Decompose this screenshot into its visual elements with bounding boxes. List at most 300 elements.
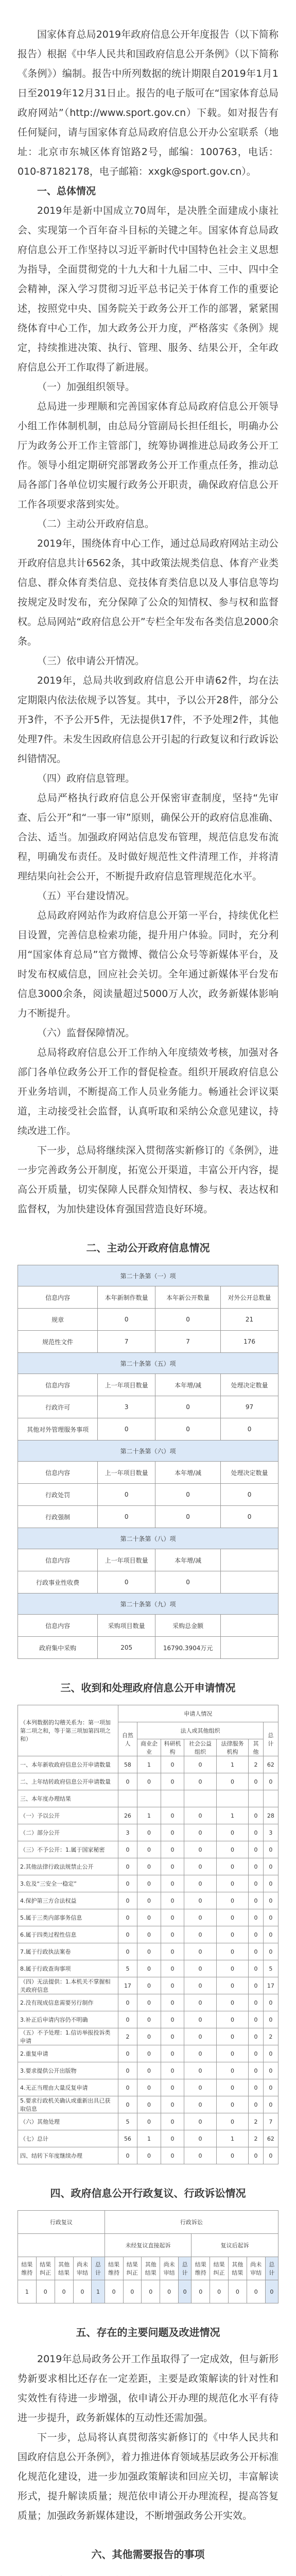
- table-cell: 1: [216, 2130, 249, 2147]
- table-cell: 信息内容: [18, 1374, 98, 1396]
- table-header-row: [18, 2234, 278, 2257]
- table-cell: 3: [263, 1824, 278, 1841]
- table-cell: 205: [98, 1637, 155, 1659]
- table-cell: 0: [216, 1841, 249, 1858]
- table-cell: 0: [249, 1773, 264, 1790]
- table-cell: 0: [137, 1841, 161, 1858]
- table-header-cell: 其他: [249, 1739, 264, 1756]
- table-cell: 0: [137, 1960, 161, 1977]
- table-cell: 0: [137, 1994, 161, 2011]
- table-header-cell: 结果纠正: [123, 2257, 142, 2280]
- table-cell: 1: [137, 1807, 161, 1824]
- table-cell: 0: [263, 1926, 278, 1943]
- table-header-cell: 商业企业: [137, 1739, 161, 1756]
- row-label-cell: 3.补正后申请内容仍不明确: [18, 2011, 118, 2028]
- section-1-paragraph: 2019年是新中国成立70周年，是决胜全面建成小康社会、实现第一个百年奋斗目标的关键之年。国家体育总局政府信息公开工作坚持以习近平新时代中国特色社会主义思想为指导，全面贯彻党的十九大和十九届二中、三中、四中全会精神，深入学习贯彻习近平总书记关于体育工作的重要论述，按照党中央、国务院关于政务公开工作的部署，紧紧围绕体育中心工作，加大政务公开力度，严格落实《条例》规定，持续推进决策、执行、管理、服务、结果公开，全年政府信息公开工作取得了新进展。: [18, 205, 278, 373]
- table-cell: 0: [118, 2096, 137, 2113]
- table-cell: 0: [161, 1841, 184, 1858]
- table-header-cell: 总计: [265, 2257, 278, 2280]
- table-group-header: 第二十条第（八）项: [18, 1528, 278, 1549]
- section-1-paragraph: 总局进一步理顺和完善国家体育总局政府信息公开领导小组工作体制机制，由总局分管副局长担任组长，明确办公厅为政务公开工作主管部门，统筹协调推进总局政务公开工作。领导小组定期研究部署政务公开工作重点任务，推动总局各部门各单位切实履行政务公开职责，确保政府信息公开工作各项要求落到实处。: [18, 401, 278, 510]
- table-cell: 信息内容: [18, 1615, 98, 1637]
- table-row: [18, 1926, 278, 1943]
- table-cell: 信息内容: [18, 1286, 98, 1309]
- table-cell: 0: [118, 1926, 137, 1943]
- table-cell: 0: [249, 2045, 264, 2062]
- subsection-title: （三）依申请公开情况。: [37, 655, 145, 667]
- table-cell: 7: [155, 1331, 221, 1353]
- table-group-header: 第二十条第（六）项: [18, 1440, 278, 1462]
- table-cell: 0: [36, 2280, 55, 2303]
- table-cell: 0: [210, 2280, 229, 2303]
- row-label-cell: 2.没有现成信息需要另行制作: [18, 1994, 118, 2011]
- table-cell: 0: [98, 1571, 155, 1594]
- table-cell: 0: [155, 1571, 221, 1594]
- table-cell: 行政事业性收费: [18, 1571, 98, 1594]
- table-cell: [137, 1790, 161, 1807]
- table-cell: 0: [184, 2028, 217, 2045]
- table-cell: 0: [216, 1977, 249, 1994]
- table-cell: 0: [249, 1858, 264, 1875]
- table-cell: 0: [184, 1892, 217, 1909]
- table-cell: 0: [142, 2280, 160, 2303]
- section-1-paragraph: 总局政府网站作为政府信息公开第一平台，持续优化栏目设置，完善信息检索功能，提升用户体验。同时，充分利用“国家体育总局”官方微博、微信公众号等新媒体平台，及时发布权威信息，回应社会关切。全年通过新媒体平台发布信息3000余条，阅读量超过5000万人次，政务新媒体影响力不断提升。: [18, 910, 278, 1019]
- table-group-header: 第二十条第（一）项: [18, 1265, 278, 1286]
- table-cell: 26: [118, 1807, 137, 1824]
- table-row: [18, 2045, 278, 2062]
- table-cell: 0: [216, 1875, 249, 1892]
- table-cell: 0: [184, 2079, 217, 2096]
- table-header-cell: 其他结果: [55, 2257, 73, 2280]
- table-cell: 0: [184, 1909, 217, 1926]
- row-label-cell: （三）不予公开：1.属于国家秘密: [18, 1841, 118, 1858]
- table-cell: 0: [161, 1892, 184, 1909]
- row-label-cell: 二、上年结转政府信息公开申请数量: [18, 1773, 118, 1790]
- table-cell: 0: [137, 2147, 161, 2164]
- table-cell: 5: [263, 1960, 278, 1977]
- table-header-row: [18, 1549, 278, 1571]
- table-header-row: [18, 1705, 278, 1722]
- table-header-cell: 复议后起诉: [191, 2234, 278, 2257]
- table-cell: 上一年项目数量: [98, 1374, 155, 1396]
- table-row: [18, 1331, 278, 1353]
- table-cell: 0: [105, 2280, 123, 2303]
- table-cell: 0: [123, 2280, 142, 2303]
- table-cell: 0: [216, 2045, 249, 2062]
- section-6-title: 六、其他需要报告的事项: [91, 2548, 205, 2561]
- table-cell: 3: [118, 1824, 137, 1841]
- table-row: [18, 1977, 278, 1994]
- table-row: [18, 1960, 278, 1977]
- table-cell: 97: [221, 1396, 278, 1418]
- table-cell: 0: [216, 1892, 249, 1909]
- table-header-cell: 结果维持: [191, 2257, 210, 2280]
- table-header-cell: 总计: [179, 2257, 191, 2280]
- table-row: [18, 2096, 278, 2113]
- table-cell: 0: [263, 2011, 278, 2028]
- table-cell: 0: [137, 2028, 161, 2045]
- table-cell: 0: [98, 1506, 155, 1528]
- table-cell: 0: [161, 2113, 184, 2130]
- table-cell: 0: [249, 1960, 264, 1977]
- table-cell: [263, 1790, 278, 1807]
- table-cell: 2: [118, 2028, 137, 2045]
- table-cell: 0: [155, 1506, 221, 1528]
- table-cell: 处理决定数量: [221, 1374, 278, 1396]
- table-row: [18, 1824, 278, 1841]
- table-cell: 0: [161, 2045, 184, 2062]
- table-cell: 0: [249, 1841, 264, 1858]
- table-cell: 0: [249, 2011, 264, 2028]
- table-cell: 0: [137, 2113, 161, 2130]
- table-cell: 0: [161, 1773, 184, 1790]
- table-cell: 0: [184, 1858, 217, 1875]
- table-cell: 0: [249, 1892, 264, 1909]
- table-cell: 16790.3904万元: [155, 1637, 221, 1659]
- table-cell: 0: [118, 2147, 137, 2164]
- table-cell: 0: [184, 2130, 217, 2147]
- table-header-cell: 未经复议直接起诉: [105, 2234, 191, 2257]
- table-row: [18, 1943, 278, 1960]
- table-cell: 0: [216, 2062, 249, 2079]
- table-cell: [221, 1549, 278, 1571]
- table-row: [18, 1841, 278, 1858]
- table-cell: 5: [118, 1960, 137, 1977]
- table-cell: 0: [161, 2011, 184, 2028]
- row-label-cell: （二）部分公开: [18, 1824, 118, 1841]
- table-cell: [221, 1615, 278, 1637]
- table-cell: 0: [161, 1807, 184, 1824]
- table-cell: 0: [263, 1841, 278, 1858]
- table-cell: 0: [184, 2011, 217, 2028]
- table-cell: 0: [137, 1858, 161, 1875]
- table-cell: 0: [216, 1960, 249, 1977]
- table-cell: 0: [184, 2113, 217, 2130]
- table-cell: 行政强制: [18, 1506, 98, 1528]
- row-label-cell: 2.重复申请: [18, 2045, 118, 2062]
- table-cell: 0: [263, 2096, 278, 2113]
- table-cell: 0: [263, 1892, 278, 1909]
- section-1-paragraph: 2019年，总局共收到政府信息公开申请62件，均在法定期限内依法依规予以答复。其中，予以公开28件，部分公开3件，不予公开5件，无法提供17件，不予处理2件，其他处理7件。未发生因政府信息公开引起的行政复议和行政诉讼纠错情况。: [18, 675, 278, 765]
- table-cell: 0: [161, 1977, 184, 1994]
- table-cell: 0: [184, 1841, 217, 1858]
- table-cell: 0: [184, 1977, 217, 1994]
- table-cell: 5: [118, 2113, 137, 2130]
- table-cell: [118, 1790, 137, 1807]
- table-header-cell: 法人或其他组织: [137, 1722, 264, 1739]
- section-1-paragraph: 2019年，围绕体育中心工作，通过总局政府网站主动公开政府信息共计6562条，其中政策法规类信息、体育产业类信息、群众体育类信息、竞技体育类信息以及人事信息等均按规定及时发布，充分保障了公众的知情权、参与权和监督权。总局网站“政府信息公开”专栏全年发布各类信息2000余条。: [18, 538, 278, 647]
- table-cell: 0: [137, 2096, 161, 2113]
- table-cell: 0: [221, 1484, 278, 1506]
- table-header-cell: 尚未审结: [160, 2257, 179, 2280]
- table-cell: 0: [161, 1824, 184, 1841]
- table-cell: 58: [118, 1756, 137, 1773]
- table-cell: 0: [184, 2062, 217, 2079]
- table-cell: 0: [118, 1892, 137, 1909]
- row-label-cell: （五）不予处理：1.信访举报投诉类申请: [18, 2028, 118, 2045]
- table-row: [18, 1858, 278, 1875]
- table-cell: 0: [118, 1909, 137, 1926]
- table-cell: 0: [249, 1943, 264, 1960]
- table-row: [18, 1637, 278, 1659]
- table-header-row: [18, 1374, 278, 1396]
- application-handling-table: [18, 1705, 278, 2164]
- table-cell: 0: [137, 1892, 161, 1909]
- table-cell: 0: [155, 1418, 221, 1440]
- table-cell: 0: [118, 2011, 137, 2028]
- table-row: [18, 1773, 278, 1790]
- table-cell: 采购总金额: [155, 1615, 221, 1637]
- table-cell: 0: [216, 1773, 249, 1790]
- table-cell: 62: [263, 1756, 278, 1773]
- table-cell: 规章: [18, 1309, 98, 1331]
- table-cell: 0: [137, 2045, 161, 2062]
- section-2-title: 二、主动公开政府信息情况: [86, 1242, 210, 1254]
- subsection-title: （四）政府信息管理。: [37, 773, 135, 784]
- table-cell: 0: [161, 1756, 184, 1773]
- section-1-paragraph: 下一步，总局将继续深入贯彻落实新修订的《条例》，进一步完善政务公开制度，拓宽公开渠道，丰富公开内容，提高公开质量，切实保障人民群众知情权、参与权、表达权和监督权，为加快建设体育强国营造良好环境。: [18, 1145, 278, 1215]
- table-cell: 0: [118, 1773, 137, 1790]
- table-cell: 0: [98, 1484, 155, 1506]
- intro-paragraph: 国家体育总局2019年政府信息公开年度报告（以下简称报告）根据《中华人民共和国政府信息公开条例》（以下简称《条例》）编制。报告中所列数据的统计期限自2019年1月1日至2019年12月31日止。报告的电子版可在“国家体育总局政府网站”（http://www.sport.gov.cn）下载。如对报告有任何疑问，请与国家体育总局政府信息公开办公室联系（地址：北京市东城区体育馆路2号，邮编：100763，电话：010-87182178，电子邮箱：xxgk@sport.gov.cn）。: [18, 29, 278, 177]
- table-row: [18, 1875, 278, 1892]
- table-cell: 0: [249, 2096, 264, 2113]
- table-cell: 0: [216, 1943, 249, 1960]
- subsection-title: （一）加强组织领导。: [37, 381, 135, 393]
- section-5-paragraph: 2019年总局政务公开工作虽取得了一定成效，但与新形势新要求相比还存在一定差距，主要是政策解读的针对性和实效性有待进一步增强，依申请公开办理的规范化水平有待进一步提升，政务新媒体的互动性还需加强。: [18, 2353, 278, 2424]
- table-cell: 信息内容: [18, 1462, 98, 1484]
- table-cell: 3: [98, 1396, 155, 1418]
- table-cell: 0: [263, 2062, 278, 2079]
- table-cell: 0: [161, 2028, 184, 2045]
- table-cell: 0: [55, 2280, 73, 2303]
- table-cell: 0: [155, 1484, 221, 1506]
- table-cell: 0: [247, 2280, 265, 2303]
- row-label-cell: 一、本年新收政府信息公开申请数量: [18, 1756, 118, 1773]
- table-cell: 176: [221, 1331, 278, 1353]
- table-cell: 0: [161, 1926, 184, 1943]
- table-cell: 0: [249, 1926, 264, 1943]
- table-cell: 0: [184, 2096, 217, 2113]
- table-cell: 0: [184, 1994, 217, 2011]
- table-cell: 0: [216, 1994, 249, 2011]
- table-cell: 0: [179, 2280, 191, 2303]
- table-cell: 0: [184, 1773, 217, 1790]
- table-cell: 0: [263, 1943, 278, 1960]
- table-cell: 本年新公开数量: [155, 1286, 221, 1309]
- table-cell: 本年增/减: [155, 1549, 221, 1571]
- table-cell: 对外公开总数量: [221, 1286, 278, 1309]
- table-header-cell: 法律服务机构: [216, 1739, 249, 1756]
- table-header-row: [18, 1286, 278, 1309]
- table-row: [18, 2079, 278, 2096]
- subsection-title: （五）平台建设情况。: [37, 890, 135, 902]
- table-cell: 0: [184, 1926, 217, 1943]
- table-cell: 0: [263, 1858, 278, 1875]
- table-cell: 1: [137, 2130, 161, 2147]
- table-cell: 0: [137, 2062, 161, 2079]
- table-cell: 56: [118, 2130, 137, 2147]
- table-cell: 0: [216, 2079, 249, 2096]
- table-row: [18, 1807, 278, 1824]
- table-header-cell: 社会公益组织: [184, 1739, 217, 1756]
- row-label-cell: （六）其他处理: [18, 2113, 118, 2130]
- table-cell: 0: [161, 1909, 184, 1926]
- table-cell: [221, 1637, 278, 1659]
- table-cell: 1: [216, 1807, 249, 1824]
- table-row: [18, 1418, 278, 1440]
- row-label-cell: 四、结转下年度继续办理: [18, 2147, 118, 2164]
- table-cell: 0: [184, 1807, 217, 1824]
- table-cell: [221, 1571, 278, 1594]
- table-cell: 行政许可: [18, 1396, 98, 1418]
- table-cell: 1: [216, 1756, 249, 1773]
- table-cell: 0: [184, 2147, 217, 2164]
- table-cell: 规范性文件: [18, 1331, 98, 1353]
- table-cell: 0: [137, 1926, 161, 1943]
- table-cell: 0: [216, 2113, 249, 2130]
- table-row: [18, 2062, 278, 2079]
- table-header-row: [18, 2257, 278, 2280]
- table-cell: 0: [229, 2280, 247, 2303]
- table-cell: 0: [155, 1396, 221, 1418]
- table-cell: 1: [92, 2280, 105, 2303]
- table-cell: 7: [98, 1331, 155, 1353]
- table-header-cell: 结果维持: [105, 2257, 123, 2280]
- section-3-title: 三、收到和处理政府信息公开申请情况: [60, 1682, 236, 1694]
- table-row: [18, 1790, 278, 1807]
- table-cell: 0: [216, 2028, 249, 2045]
- table-cell: 信息内容: [18, 1549, 98, 1571]
- table-cell: 0: [161, 1994, 184, 2011]
- subsection-title: （二）主动公开政府信息。: [37, 518, 155, 530]
- row-label-cell: 2.其他法律行政法规禁止公开: [18, 1858, 118, 1875]
- table-cell: 0: [118, 1858, 137, 1875]
- table-header-cell: 结果纠正: [36, 2257, 55, 2280]
- table-row: [18, 1396, 278, 1418]
- table-cell: 0: [155, 1309, 221, 1331]
- table-cell: 0: [263, 1773, 278, 1790]
- table-cell: 0: [216, 2096, 249, 2113]
- table-cell: 0: [161, 1943, 184, 1960]
- table-cell: 0: [118, 2079, 137, 2096]
- table-header-cell: 其他结果: [142, 2257, 160, 2280]
- row-label-cell: 3.危及“三安全一稳定”: [18, 1875, 118, 1892]
- table-header-row: [18, 1615, 278, 1637]
- table-cell: 0: [184, 1756, 217, 1773]
- table-cell: [184, 1790, 217, 1807]
- table-header-cell: 其他结果: [229, 2257, 247, 2280]
- table-header-cell: 结果纠正: [210, 2257, 229, 2280]
- table-cell: 0: [249, 1977, 264, 1994]
- table-cell: 上一年项目数量: [98, 1549, 155, 1571]
- table-row: [18, 1756, 278, 1773]
- row-label-cell: 8.属于行政查询事项: [18, 1960, 118, 1977]
- table-row: [18, 2028, 278, 2045]
- review-litigation-table: [18, 2210, 278, 2303]
- table-cell: 0: [161, 1960, 184, 1977]
- section-5-title: 五、存在的主要问题及改进情况: [76, 2326, 220, 2338]
- table-cell: 2: [249, 2113, 264, 2130]
- table-cell: 上一年项目数量: [98, 1462, 155, 1484]
- table-header-cell: 自然人: [118, 1722, 137, 1756]
- row-label-cell: 4.保护第三方合法权益: [18, 1892, 118, 1909]
- row-label-cell: （七）总计: [18, 2130, 118, 2147]
- row-label-cell: （一）予以公开: [18, 1807, 118, 1824]
- table-cell: 其他对外管理服务事项: [18, 1418, 98, 1440]
- table-cell: 本年增/减: [155, 1374, 221, 1396]
- table-cell: 0: [263, 1994, 278, 2011]
- table-cell: 0: [263, 1875, 278, 1892]
- table-cell: 0: [118, 1943, 137, 1960]
- table-row: [18, 1892, 278, 1909]
- row-label-cell: 5.要求行政机关确认或重新出具已获取信息: [18, 2096, 118, 2113]
- section-5-paragraph: 下一步，总局将认真贯彻落实新修订的《中华人民共和国政府信息公开条例》，着力推进体育领域基层政务公开标准化规范化建设，进一步加强政策解读和回应关切，丰富解读形式，提升解读质量；规范依申请公开办理流程，提高答复质量；加强政务新媒体建设，不断增强政务公开实效。: [18, 2432, 278, 2521]
- table-cell: 0: [184, 2045, 217, 2062]
- table-cell: 1: [137, 1756, 161, 1773]
- table-cell: 0: [161, 2130, 184, 2147]
- section-1-title: 一、总体情况: [37, 185, 96, 197]
- row-label-cell: 5.属于三类内部事务信息: [18, 1909, 118, 1926]
- section-1-paragraph: 总局严格执行政府信息公开保密审查制度，坚持“先审查、后公开”和“一事一审”原则，确保公开的政府信息准确、合法、适当。加强政府网站信息发布管理，规范信息发布流程，明确发布责任。及时做好规范性文件清理工作，并将清理结果向社会公开，不断提升政府信息管理规范化水平。: [18, 792, 278, 882]
- table-cell: 0: [137, 1875, 161, 1892]
- table-cell: 0: [137, 1909, 161, 1926]
- table-header-row: [18, 1462, 278, 1484]
- table-cell: 0: [161, 2079, 184, 2096]
- table-row: [18, 1506, 278, 1528]
- row-label-cell: 三、本年度办理结果: [18, 1790, 118, 1807]
- table-cell: 0: [118, 1875, 137, 1892]
- section-1-paragraph: 总局将政府信息公开工作纳入年度绩效考核，加强对各部门各单位政务公开工作的督促检查。组织开展政府信息公开业务培训，不断提高工作人员业务能力。畅通社会评议渠道，主动接受社会监督，认真听取和采纳公众意见建议，持续改进工作。: [18, 1047, 278, 1137]
- table-cell: 0: [161, 1858, 184, 1875]
- table-cell: 17: [263, 1977, 278, 1994]
- table-cell: 0: [160, 2280, 179, 2303]
- table-cell: 0: [161, 2062, 184, 2079]
- table-cell: 0: [184, 1824, 217, 1841]
- table-cell: 0: [249, 2028, 264, 2045]
- table-cell: 0: [249, 1807, 264, 1824]
- table-row: [18, 2130, 278, 2147]
- table-cell: 17: [118, 1977, 137, 1994]
- table-row: [18, 1484, 278, 1506]
- table-row: [18, 2280, 278, 2303]
- table-cell: 0: [216, 1824, 249, 1841]
- table-group-header: 第二十条第（五）项: [18, 1353, 278, 1374]
- table-header-cell: 总计: [263, 1722, 278, 1756]
- table-cell: 2: [249, 1756, 264, 1773]
- table-cell: 7: [263, 2113, 278, 2130]
- table-cell: 0: [191, 2280, 210, 2303]
- table-header-cell: 尚未审结: [247, 2257, 265, 2280]
- row-label-cell: 6.属于四类过程性信息: [18, 1926, 118, 1943]
- row-label-cell: 3.要求提供公开出版物: [18, 2062, 118, 2079]
- table-cell: 处理决定数量: [221, 1462, 278, 1484]
- proactive-disclosure-table: [18, 1265, 278, 1659]
- table-cell: 2: [249, 2130, 264, 2147]
- table-cell: 0: [98, 1418, 155, 1440]
- table-cell: 0: [137, 1773, 161, 1790]
- table-cell: 0: [137, 2011, 161, 2028]
- table-row: [18, 1309, 278, 1331]
- table-cell: 0: [98, 1309, 155, 1331]
- table-cell: 0: [161, 1875, 184, 1892]
- table-cell: 行政处罚: [18, 1484, 98, 1506]
- table-cell: 0: [137, 2079, 161, 2096]
- table-header-cell: 科研机构: [161, 1739, 184, 1756]
- table-header-row: [18, 2211, 278, 2234]
- table-cell: 28: [263, 1807, 278, 1824]
- table-cell: 0: [249, 2079, 264, 2096]
